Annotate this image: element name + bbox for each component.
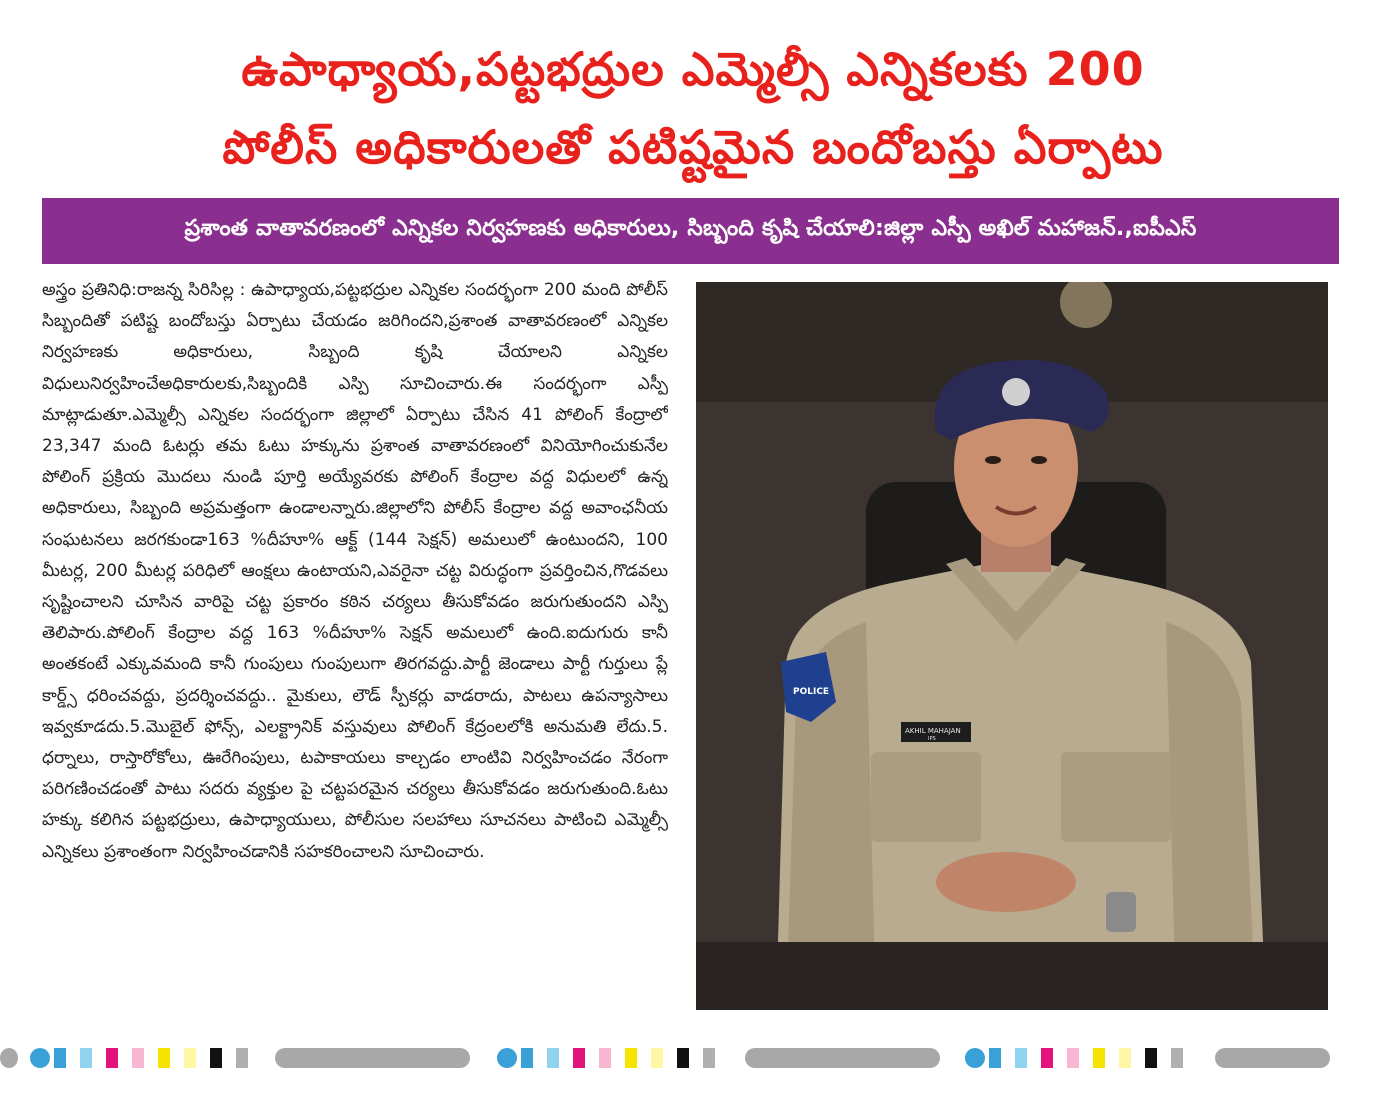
print-mark-dot: [497, 1048, 517, 1068]
print-mark-swatch: [1002, 1048, 1014, 1068]
print-mark-swatch: [677, 1048, 689, 1068]
nameplate-text: AKHIL MAHAJAN: [905, 727, 961, 735]
print-mark-swatch: [1067, 1048, 1079, 1068]
print-mark-swatch: [664, 1048, 676, 1068]
print-mark-swatch: [1028, 1048, 1040, 1068]
print-mark-swatch: [184, 1048, 196, 1068]
print-mark-swatch: [703, 1048, 715, 1068]
article-body: [42, 275, 668, 995]
print-mark-swatch: [1145, 1048, 1157, 1068]
print-mark-swatch: [599, 1048, 611, 1068]
print-mark-gray-strip: [0, 1048, 18, 1068]
print-mark-swatch: [1171, 1048, 1183, 1068]
article-dateline: అస్త్రం ప్రతినిధి:రాజన్న సిరిసిల్ల :: [42, 280, 246, 300]
print-mark-swatch: [1093, 1048, 1105, 1068]
print-mark-swatch: [989, 1048, 1001, 1068]
headline-line-2: పోలీస్ అధికారులతో పటిష్టమైన బందోబస్తు ఏర్పాటు: [222, 120, 1164, 174]
print-mark-dot: [30, 1048, 50, 1068]
print-mark-swatch: [1054, 1048, 1066, 1068]
shoulder-badge-text: POLICE: [793, 687, 830, 697]
print-mark-swatch: [67, 1048, 79, 1068]
print-mark-swatch: [690, 1048, 702, 1068]
print-mark-swatch: [1106, 1048, 1118, 1068]
print-mark-gray-strip: [275, 1048, 470, 1068]
print-mark-swatch: [80, 1048, 92, 1068]
print-mark-gray-strip: [745, 1048, 940, 1068]
print-mark-swatch: [106, 1048, 118, 1068]
headline-line-1: ఉపాధ్యాయ,పట్టభద్రుల ఎమ్మెల్సీ ఎన్నికలకు 200: [241, 42, 1145, 96]
print-mark-swatch: [197, 1048, 209, 1068]
print-mark-gray-strip: [1215, 1048, 1330, 1068]
print-mark-swatch: [560, 1048, 572, 1068]
print-mark-swatch: [1015, 1048, 1027, 1068]
print-mark-swatch: [93, 1048, 105, 1068]
article-text: ఉపాధ్యాయ,పట్టభద్రుల ఎన్నికల సందర్భంగా 200 మంది పోలీస్ సిబ్బందితో పటిష్ట బందోబస్తు ఏర్పాటు చేయడం జరిగిందని,ప్రశాంత వాతావరణంలో ఎన్నికల నిర్వహణకు అధికారులు, సిబ్బంది కృషి చేయాలని ఎన్నికల విధులునిర్వహించేఅధికారులకు,సిబ్బందికి ఎస్పి సూచించారు.ఈ సందర్భంగా ఎస్పీ మాట్లాడుతూ.ఎమ్మెల్సీ ఎన్నికల సందర్భంగా జిల్లాలో ఏర్పాటు చేసిన 41 పోలింగ్ కేంద్రాలో 23,347 మంది ఓటర్లు తమ ఓటు హక్కును ప్రశాంత వాతావరణంలో వినియోగించుకునేల పోలింగ్ ప్రక్రియ మొదలు నుండి పూర్తి అయ్యేవరకు పోలింగ్ కేంద్రాల వద్ద విధులలో ఉన్న అధికారులు, సిబ్బంది అప్రమత్తంగా ఉండాలన్నారు.జిల్లాలోని పోలీస్ కేంద్రాల వద్ద అవాంఛనీయ సంఘటనలు జరగకుండా163 %దీహూ% ఆక్ట్ (144 సెక్షన్) అమలులో ఉంటుందని, 100 మీటర్ల, 200 మీటర్ల పరిధిలో ఆంక్షలు ఉంటాయని,ఎవరైనా చట్ట విరుద్ధంగా ప్రవర్తించిన,గొడవలు సృష్టించాలని చూసిన వారిపై చట్ట ప్రకారం కఠిన చర్యలు తీసుకోవడం జరుగుతుందని ఎస్పి తెలిపారు.పోలింగ్ కేంద్రాల వద్ద 163 %దీహూ% సెక్షన్ అమలులో ఉంది.ఐదుగురు కానీ అంతకంటే ఎక్కువమంది కానీ గుంపులు గుంపులుగా తిరగవద్దు.పార్టీ జెండాలు పార్టీ గుర్తులు ప్లే కార్డ్స్ ధరించవద్దు, ప్రదర్శించవద్దు.. మైకులు, లౌడ్ స్పీకర్లు వాడరాదు, పాటలు ఉపన్యాసాలు ఇవ్వకూడదు.5.మొబైల్ ఫోన్స్, ఎలక్ట్రానిక్ వస్తువులు పోలింగ్ కేద్రంలలోకి అనుమతి లేదు.5. ధర్నాలు, రాస్తారోకోలు, ఊరేగింపులు, టపాకాయలు కాల్చడం లాంటివి నిర్వహించడం నేరంగా పరిగణించడంతో పాటు సదరు వ్యక్తుల పై చట్టపరమైన చర్యలు తీసుకోవడం జరుగుతుంది.ఓటు హక్కు కలిగిన పట్టభద్రులు, ఉపాధ్యాయులు, పోలీసుల సలహాలు సూచనలు పాటించి ఎమ్మెల్సీ ఎన్నికలు ప్రశాంతంగా నిర్వహించడానికి సహకరించాలని సూచించారు.: [42, 280, 668, 862]
print-mark-dot: [965, 1048, 985, 1068]
print-mark-swatch: [145, 1048, 157, 1068]
print-mark-swatch: [573, 1048, 585, 1068]
print-mark-swatch: [119, 1048, 131, 1068]
officer-portrait-illustration: [696, 282, 1328, 1010]
left-pocket: [871, 752, 981, 842]
print-mark-swatch: [1041, 1048, 1053, 1068]
print-mark-swatch: [132, 1048, 144, 1068]
print-mark-swatch: [1158, 1048, 1170, 1068]
print-mark-swatch: [638, 1048, 650, 1068]
wristwatch: [1106, 892, 1136, 932]
print-mark-swatch: [547, 1048, 559, 1068]
print-mark-swatch: [158, 1048, 170, 1068]
right-pocket: [1061, 752, 1171, 842]
print-mark-swatch: [651, 1048, 663, 1068]
headline: [40, 30, 1346, 186]
print-mark-swatch: [1080, 1048, 1092, 1068]
print-mark-swatch: [210, 1048, 222, 1068]
desk: [696, 942, 1328, 1010]
print-color-bar: [0, 1044, 1386, 1072]
officer-photo: [696, 282, 1328, 1010]
nameplate-sub: IPS: [928, 736, 936, 742]
print-mark-swatch: [1132, 1048, 1144, 1068]
subheadline-text: ప్రశాంత వాతావరణంలో ఎన్నికల నిర్వహణకు అధికారులు, సిబ్బంది కృషి చేయాలి:జిల్లా ఎస్పీ అఖిల్ మహాజన్.,ఐపీఎస్: [184, 216, 1197, 241]
print-mark-swatch: [1119, 1048, 1131, 1068]
print-mark-swatch: [534, 1048, 546, 1068]
clasped-hands: [936, 852, 1076, 912]
print-mark-swatch: [521, 1048, 533, 1068]
print-mark-swatch: [223, 1048, 235, 1068]
print-mark-swatch: [54, 1048, 66, 1068]
print-mark-swatch: [625, 1048, 637, 1068]
print-mark-swatch: [586, 1048, 598, 1068]
subheadline-band: [42, 198, 1339, 264]
cap-badge: [1002, 378, 1030, 406]
print-mark-swatch: [236, 1048, 248, 1068]
print-mark-swatch: [171, 1048, 183, 1068]
print-mark-swatch: [612, 1048, 624, 1068]
